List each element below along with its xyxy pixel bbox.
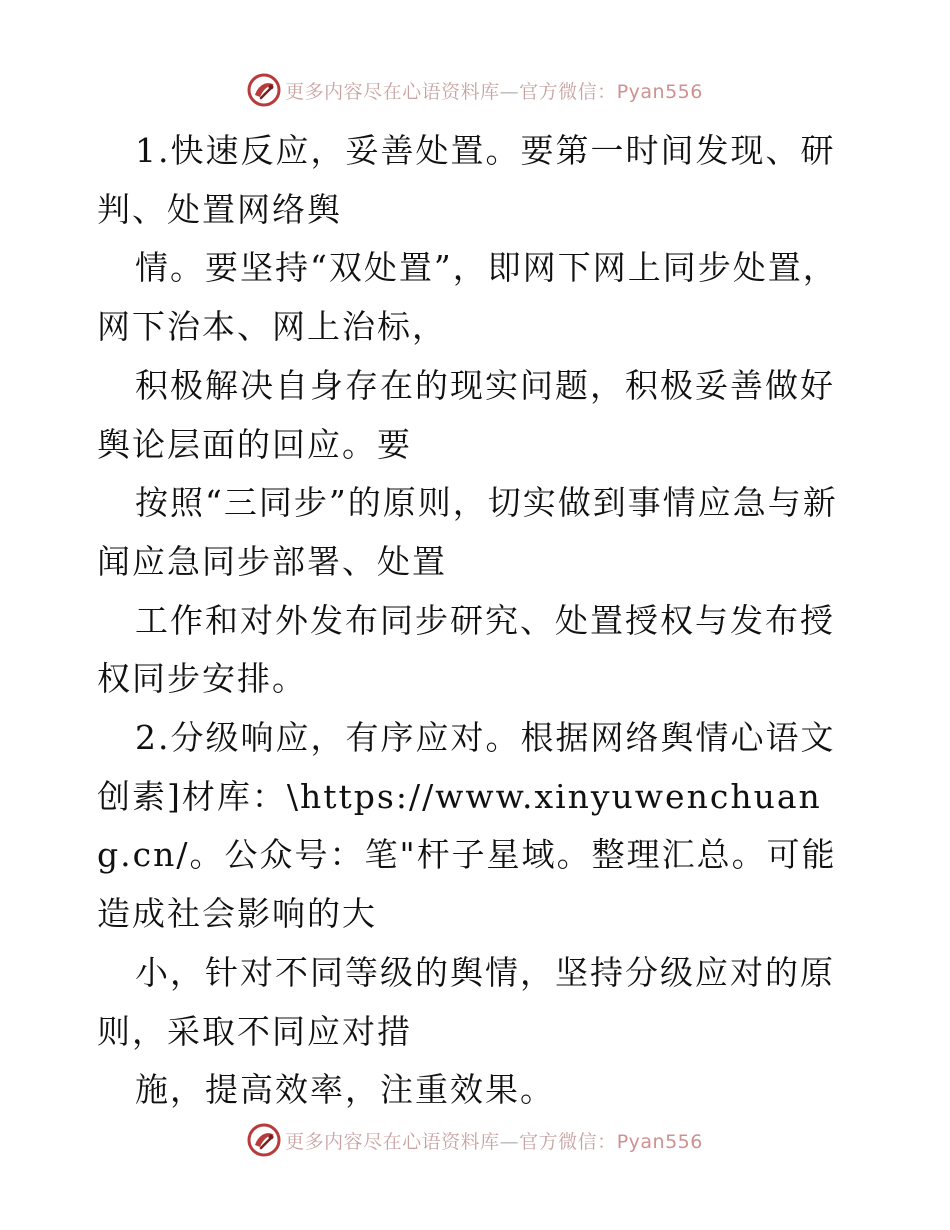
watermark-dash: — xyxy=(499,1130,520,1153)
watermark-wechat-id: Pyan556 xyxy=(616,1130,703,1153)
watermark-main: 更多内容尽在心语资料库 xyxy=(285,1130,500,1153)
watermark-label: 官方微信： xyxy=(519,80,617,103)
watermark-text xyxy=(285,77,703,104)
document-body xyxy=(97,122,857,1120)
watermark-main: 更多内容尽在心语资料库 xyxy=(285,80,500,103)
red-swirl-logo-icon xyxy=(247,1123,281,1157)
paragraph: 按照“三同步”的原则，切实做到事情应急与新闻应急同步部署、处置 xyxy=(97,483,838,581)
paragraph: 1.快速反应，妥善处置。要第一时间发现、研判、处置网络舆 xyxy=(97,131,836,229)
paragraph: 工作和对外发布同步研究、处置授权与发布授权同步安排。 xyxy=(97,600,835,699)
paragraph: 施，提高效率，注重效果。 xyxy=(135,1070,555,1110)
paragraph: 2.分级响应，有序应对。根据网络舆情心语文创素]材库：\https://www.xinyuwenchuang.cn/。公众号：笔"杆子星域。整理汇总。可能造成社会影响的大 xyxy=(97,718,837,934)
watermark-dash: — xyxy=(499,80,520,103)
paragraph: 积极解决自身存在的现实问题，积极妥善做好舆论层面的回应。要 xyxy=(97,365,835,464)
watermark-label: 官方微信： xyxy=(519,1130,617,1153)
paragraph: 情。要坚持“双处置”，即网下网上同步处置，网下治本、网上治标， xyxy=(97,248,838,347)
header-watermark xyxy=(0,70,950,110)
watermark-wechat-id: Pyan556 xyxy=(616,80,703,103)
paragraph: 小，针对不同等级的舆情，坚持分级应对的原则，采取不同应对措 xyxy=(97,952,835,1051)
red-swirl-logo-icon xyxy=(247,73,281,107)
watermark-text xyxy=(285,1127,703,1154)
footer-watermark xyxy=(0,1120,950,1160)
